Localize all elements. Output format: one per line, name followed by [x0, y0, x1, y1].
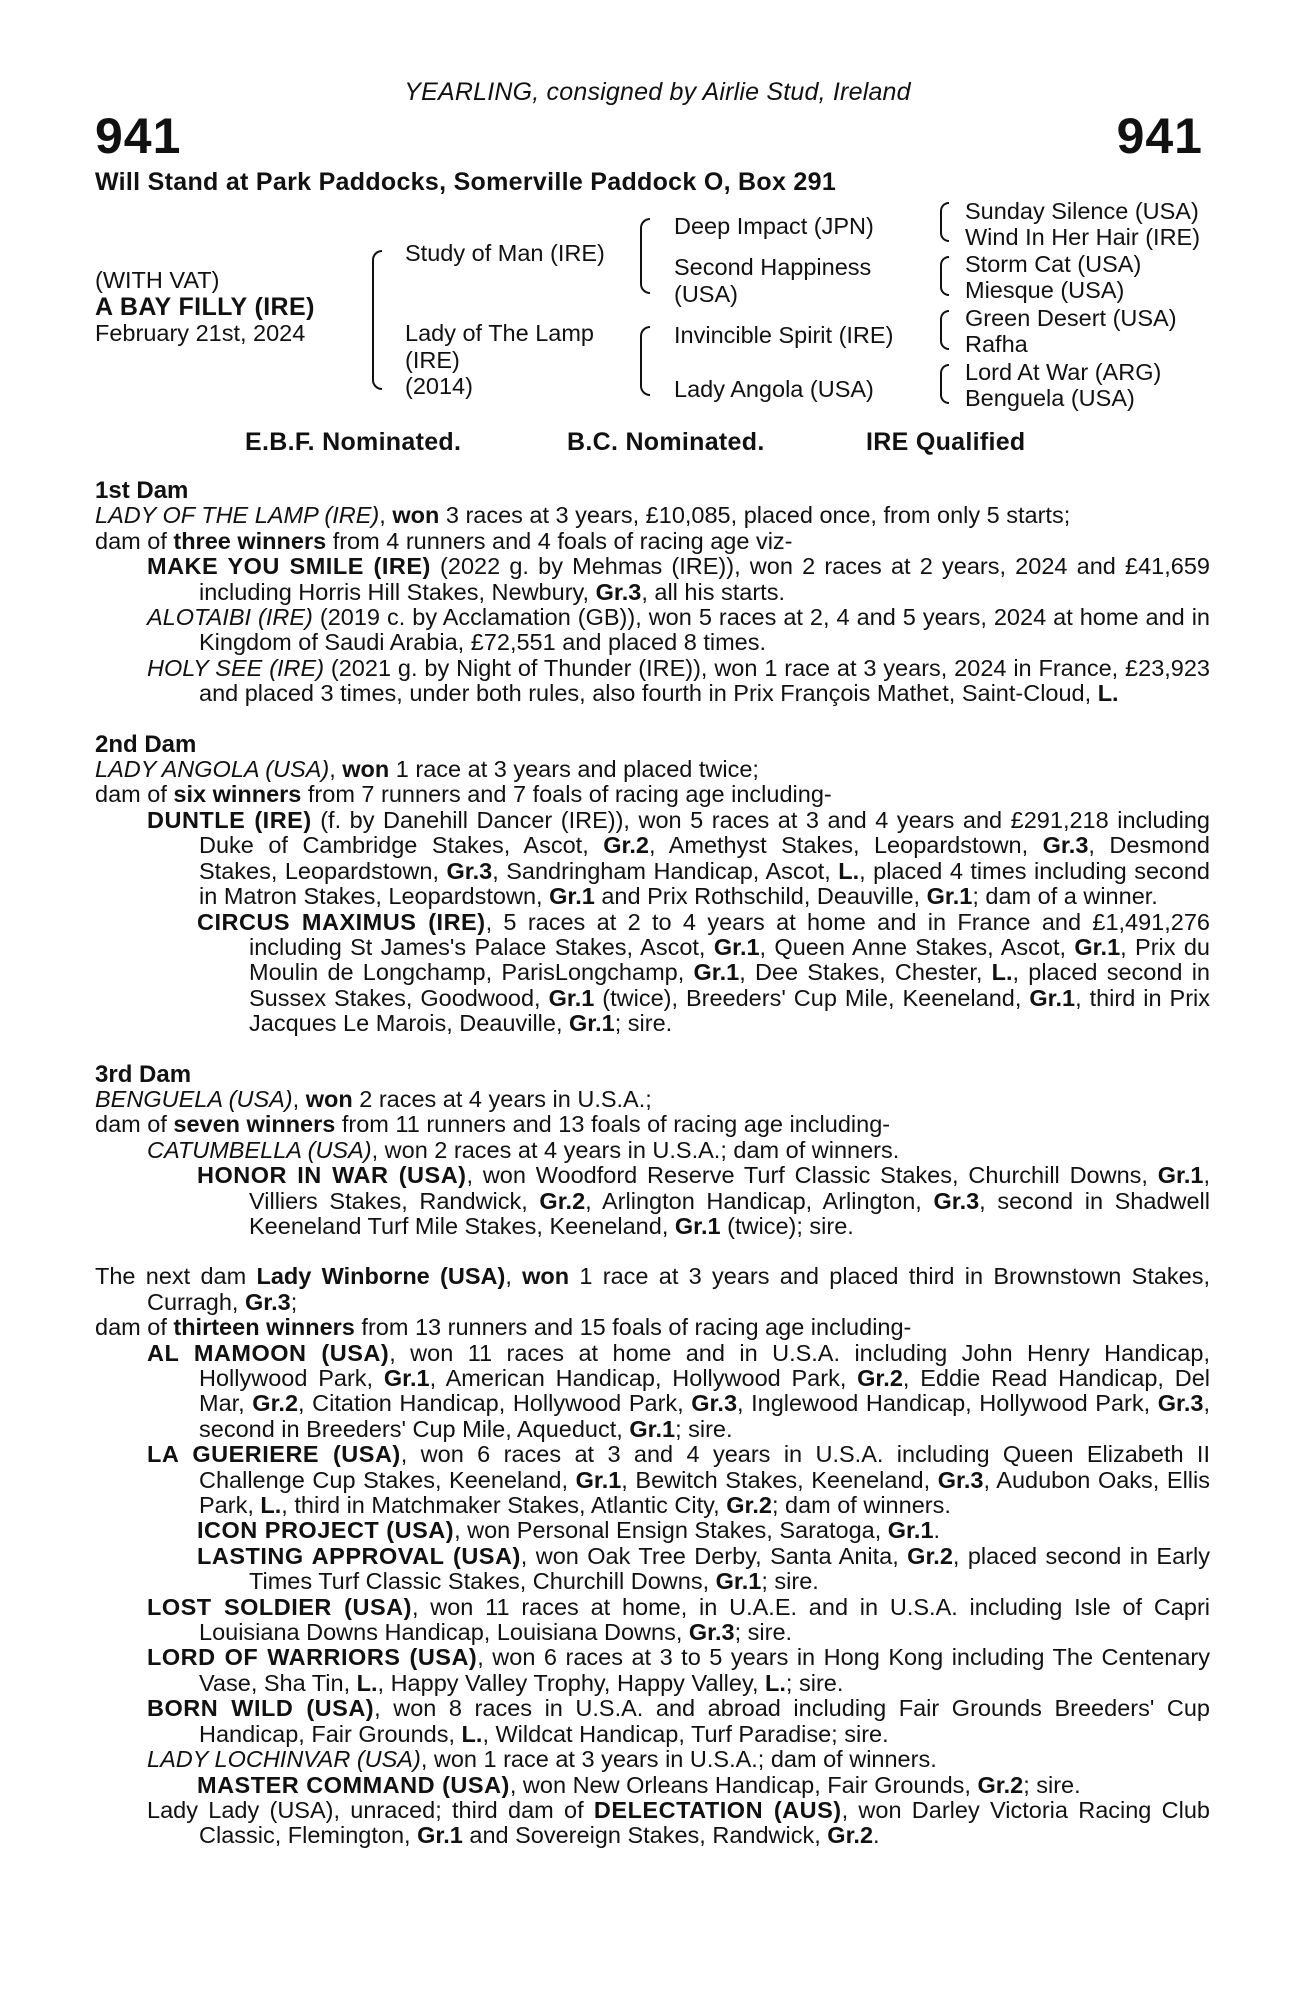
text-run: Gr.1	[548, 984, 595, 1011]
text-run: The next dam	[95, 1263, 257, 1290]
text-run: Gr.3	[1157, 1390, 1204, 1417]
text-run: (2022 g. by Mehmas (IRE)), won 2 races at 2 years, 2024 and £41,659 including Horris Hill Stakes, Newbury,	[199, 553, 1210, 605]
text-run: Gr.1	[887, 1517, 934, 1544]
text-run: , American Handicap, Hollywood Park,	[429, 1365, 858, 1391]
text-run: , Arlington Handicap, Arlington,	[585, 1187, 934, 1214]
text-run: 1 race at 3 years and placed third in Brownstown Stakes, Curragh,	[147, 1263, 1211, 1315]
catalogue-subtitle: YEARLING, consigned by Airlie Stud, Ireland	[404, 78, 911, 106]
text-run: ; sire.	[761, 1568, 819, 1595]
fourth-dam-section	[95, 1264, 1210, 1848]
text-run: ;	[290, 1288, 298, 1315]
pedigree-sds: Storm Cat (USA)	[965, 251, 1142, 277]
text-run: 1 race at 3 years and placed twice;	[389, 756, 759, 783]
produce-entry	[95, 910, 1210, 1037]
produce-entry	[95, 1518, 1210, 1543]
text-run: Gr.1	[575, 1466, 622, 1493]
text-run: 3 races at 3 years, £10,085, placed once, from only 5 starts;	[439, 502, 1071, 529]
ire-qualified: IRE Qualified	[866, 428, 1026, 456]
pedigree-dds: Lord At War (ARG)	[965, 359, 1162, 385]
text-run: dam of	[95, 1314, 174, 1341]
text-run: DUNTLE (IRE)	[147, 806, 312, 833]
first-dam-section	[95, 478, 1210, 707]
text-run: , Happy Valley Trophy, Happy Valley,	[377, 1669, 766, 1696]
produce-entry	[95, 1773, 1210, 1798]
text-run: , won Darley Victoria Racing Club Classic, Flemington,	[199, 1796, 1210, 1849]
text-run: L.	[765, 1669, 786, 1696]
text-run: Gr.3	[937, 1466, 984, 1493]
text-run: , Desmond Stakes, Leopardstown,	[199, 832, 1210, 884]
text-run: , won 1 race at 3 years in U.S.A.; dam of winners.	[420, 1746, 937, 1773]
text-run: (f. by Danehill Dancer (IRE)), won 5 races at 3 and 4 years and £291,218 including Duke of Cambridge Stakes, Ascot,	[199, 806, 1210, 859]
text-run: ; sire.	[785, 1669, 844, 1696]
text-run: Gr.2	[726, 1492, 772, 1519]
text-run: ,	[505, 1263, 523, 1290]
pedigree-dss: Green Desert (USA)	[965, 305, 1177, 331]
text-run: Gr.3	[688, 1619, 735, 1646]
text-run: from 7 runners and 7 foals of racing age including-	[301, 781, 832, 808]
text-run: thirteen winners	[173, 1314, 355, 1341]
text-run: Lady Winborne (USA)	[256, 1263, 506, 1290]
pedigree-brace	[640, 218, 650, 294]
text-run: dam of	[95, 1111, 174, 1138]
text-run: .	[873, 1822, 880, 1849]
text-run: Gr.1	[549, 883, 595, 910]
foaling-date: February 21st, 2024	[95, 320, 306, 346]
stand-location: Will Stand at Park Paddocks, Somerville Paddock O, Box 291	[95, 168, 837, 196]
text-run: Gr.1	[1157, 1162, 1204, 1189]
pedigree-ddd: Benguela (USA)	[965, 385, 1135, 411]
fourth-dam-record	[95, 1264, 1210, 1315]
text-run: (2014)	[405, 373, 473, 399]
text-run: LADY LOCHINVAR (USA)	[147, 1746, 421, 1773]
catalogue-body	[95, 478, 1210, 1849]
pedigree-ssd: Wind In Her Hair (IRE)	[965, 224, 1201, 250]
text-run: LADY ANGOLA (USA)	[95, 756, 330, 783]
text-run: , won Woodford Reserve Turf Classic Stakes, Churchill Downs,	[466, 1162, 1158, 1189]
bc-nominated: B.C. Nominated.	[567, 428, 765, 456]
text-run: Gr.1	[715, 1568, 762, 1595]
produce-entry	[95, 1798, 1210, 1849]
text-run: , Bewitch Stakes, Keeneland,	[621, 1466, 938, 1493]
text-run: LASTING APPROVAL (USA)	[197, 1542, 521, 1569]
text-run: ; sire.	[734, 1619, 793, 1646]
text-run: LA GUERIERE (USA)	[147, 1441, 401, 1468]
text-run: CIRCUS MAXIMUS (IRE)	[197, 908, 486, 935]
text-run: DELECTATION (AUS)	[593, 1796, 842, 1823]
text-run: Gr.2	[252, 1390, 299, 1417]
text-run: six winners	[173, 781, 302, 808]
text-run: , Audubon Oaks, Ellis Park,	[199, 1466, 1211, 1519]
text-run: , 5 races at 2 to 4 years at home and in France and £1,491,276 including St James's Palace Stakes, Ascot,	[249, 908, 1210, 960]
text-run: LOST SOLDIER (USA)	[147, 1593, 412, 1620]
text-run: , Sandringham Handicap, Ascot,	[492, 857, 839, 884]
second-dam-section	[95, 732, 1210, 1037]
text-run: Gr.1	[713, 933, 760, 960]
second-dam-record: LADY ANGOLA (USA), won 1 race at 3 years and placed twice;	[95, 756, 759, 783]
text-run: won	[305, 1085, 353, 1112]
pedigree-brace	[940, 256, 949, 296]
text-run: L.	[1097, 680, 1119, 707]
text-run: , Amethyst Stakes, Leopardstown,	[648, 832, 1043, 859]
produce-entry	[95, 1544, 1210, 1595]
text-run: Gr.2	[857, 1365, 903, 1391]
text-run: MAKE YOU SMILE (IRE)	[147, 553, 431, 580]
text-run: (2021 g. by Night of Thunder (IRE)), won 1 race at 3 years, 2024 in France, £23,923 and placed 3 times, under both rules, also fourth in Prix François Mathet, Saint-Cloud,	[199, 654, 1211, 707]
text-run: L.	[260, 1492, 282, 1519]
text-run: Gr.1	[417, 1822, 463, 1849]
text-run: Gr.3	[691, 1390, 738, 1417]
pedigree-brace	[940, 364, 949, 404]
fourth-dam-summary	[95, 1315, 1210, 1340]
text-run: LADY OF THE LAMP (IRE)	[95, 502, 380, 529]
text-run: ; sire.	[675, 1415, 733, 1442]
text-run: , Inglewood Handicap, Hollywood Park,	[737, 1390, 1158, 1417]
text-run: from 13 runners and 15 foals of racing age including-	[354, 1314, 912, 1341]
text-run: (IRE)	[405, 346, 460, 373]
text-run: ALOTAIBI (IRE)	[147, 604, 313, 631]
text-run: Gr.1	[693, 959, 740, 986]
text-run: AL MAMOON (USA)	[147, 1339, 390, 1366]
text-run: , third in Prix Jacques Le Marois, Deauville,	[249, 984, 1211, 1037]
text-run: HOLY SEE (IRE)	[147, 654, 325, 681]
text-run: , Citation Handicap, Hollywood Park,	[298, 1390, 692, 1417]
text-run: , placed 4 times including second in Matron Stakes, Leopardstown,	[199, 857, 1210, 910]
text-run: Gr.2	[539, 1187, 586, 1214]
text-run: Gr.1	[1029, 984, 1076, 1011]
text-run: CATUMBELLA (USA)	[147, 1136, 372, 1163]
text-run: , Prix du Moulin de Longchamp, ParisLongchamp,	[249, 933, 1210, 986]
text-run: Gr.3	[1042, 832, 1089, 859]
produce-entry	[95, 1595, 1210, 1646]
text-run: , all his starts.	[641, 578, 785, 605]
text-run: and Sovereign Stakes, Randwick,	[462, 1822, 828, 1849]
third-dam-section	[95, 1062, 1210, 1240]
text-run: ; dam of winners.	[771, 1492, 951, 1519]
text-run: L.	[838, 857, 860, 884]
produce-entry	[95, 808, 1210, 910]
produce-entry	[95, 1163, 1210, 1239]
text-run: Gr.3	[595, 578, 642, 605]
text-run: , Dee Stakes, Chester,	[739, 959, 992, 986]
vat-note: (WITH VAT)	[95, 267, 220, 293]
text-run: , Villiers Stakes, Randwick,	[249, 1162, 1211, 1214]
text-run: won	[522, 1263, 570, 1290]
pedigree-brace	[372, 250, 382, 390]
text-run: .	[933, 1517, 941, 1544]
text-run: ICON PROJECT (USA)	[197, 1517, 455, 1544]
text-run: , won 11 races at home and in U.S.A. including John Henry Handicap, Hollywood Park,	[199, 1339, 1210, 1391]
text-run: and Prix Rothschild, Deauville,	[594, 883, 927, 910]
produce-entry	[95, 1138, 1210, 1163]
pedigree-sire-dam	[674, 254, 871, 307]
pedigree-dam-sire: Invincible Spirit (IRE)	[674, 322, 894, 348]
text-run: won	[392, 502, 440, 529]
text-run: HONOR IN WAR (USA)	[197, 1162, 467, 1189]
text-run: , won New Orleans Handicap, Fair Grounds,	[509, 1771, 978, 1798]
text-run: , third in Matchmaker Stakes, Atlantic City,	[281, 1492, 727, 1519]
lot-name: A BAY FILLY (IRE)	[95, 293, 315, 321]
pedigree-brace	[640, 326, 650, 396]
text-run: Gr.2	[907, 1542, 953, 1569]
second-dam-summary	[95, 782, 1210, 807]
text-run: Gr.2	[977, 1771, 1024, 1798]
text-run: Lady Lady (USA), unraced; third dam of	[147, 1796, 594, 1823]
pedigree-brace	[940, 310, 949, 350]
third-dam-heading: 3rd Dam	[95, 1060, 192, 1088]
text-run: Gr.1	[926, 883, 973, 910]
text-run: Gr.3	[933, 1187, 980, 1214]
text-run: L.	[356, 1669, 378, 1696]
text-run: L.	[991, 959, 1013, 986]
text-run: dam of	[95, 781, 174, 808]
text-run: (2019 c. by Acclamation (GB)), won 5 races at 2, 4 and 5 years, 2024 at home and in Kingdom of Saudi Arabia, £72,551 and placed 8 times.	[199, 604, 1210, 656]
pedigree-dam-dam: Lady Angola (USA)	[674, 376, 874, 402]
first-dam-summary	[95, 529, 1210, 554]
text-run: ; dam of a winner.	[972, 883, 1158, 910]
text-run: Gr.2	[603, 832, 649, 859]
text-run: Second Happiness	[674, 254, 872, 280]
pedigree-sire: Study of Man (IRE)	[405, 240, 605, 266]
text-run: , won 2 races at 4 years in U.S.A.; dam of winners.	[371, 1136, 900, 1163]
first-dam-heading: 1st Dam	[95, 477, 189, 504]
text-run: , second in Breeders' Cup Mile, Aqueduct,	[199, 1390, 1210, 1442]
text-run: ; sire.	[1023, 1771, 1081, 1798]
second-dam-heading: 2nd Dam	[95, 730, 197, 758]
text-run: dam of	[95, 527, 174, 554]
text-run: from 4 runners and 4 foals of racing age viz-	[326, 527, 793, 554]
text-run: from 11 runners and 13 foals of racing age including-	[335, 1111, 891, 1138]
text-run: Gr.1	[383, 1365, 430, 1391]
produce-entry	[95, 1645, 1210, 1696]
text-run: , won 6 races at 3 to 5 years in Hong Kong including The Centenary Vase, Sha Tin,	[199, 1644, 1210, 1696]
third-dam-record: BENGUELA (USA), won 2 races at 4 years in U.S.A.;	[95, 1085, 652, 1112]
text-run: , second in Shadwell Keeneland Turf Mile Stakes, Keeneland,	[249, 1187, 1210, 1239]
text-run: Gr.1	[1074, 933, 1121, 960]
pedigree-dam	[405, 320, 594, 400]
text-run: BORN WILD (USA)	[147, 1695, 375, 1722]
pedigree-sss: Sunday Silence (USA)	[965, 198, 1199, 224]
text-run: L.	[461, 1720, 483, 1747]
text-run: Gr.1	[569, 1010, 615, 1037]
text-run: Gr.3	[446, 857, 493, 884]
text-run: , placed second in Early Times Turf Classic Stakes, Churchill Downs,	[249, 1542, 1210, 1595]
text-run: , Queen Anne Stakes, Ascot,	[759, 933, 1075, 960]
text-run: BENGUELA (USA)	[95, 1085, 293, 1112]
text-run: (USA)	[674, 280, 738, 307]
pedigree-dsd: Rafha	[965, 331, 1028, 357]
ebf-nominated: E.B.F. Nominated.	[245, 428, 462, 456]
text-run: ; sire.	[614, 1010, 673, 1037]
text-run: seven winners	[173, 1111, 336, 1138]
text-run: , won 6 races at 3 and 4 years in U.S.A. including Queen Elizabeth II Challenge Cup Stakes, Keeneland,	[199, 1441, 1210, 1493]
text-run: Lady of The Lamp	[405, 320, 594, 346]
text-run: Gr.1	[629, 1415, 676, 1442]
text-run: , won Oak Tree Derby, Santa Anita,	[520, 1542, 908, 1569]
produce-entry	[95, 1696, 1210, 1747]
text-run: , won 8 races in U.S.A. and abroad including Fair Grounds Breeders' Cup Handicap, Fair Grounds,	[199, 1695, 1210, 1747]
produce-entry	[95, 1341, 1210, 1443]
text-run: , Eddie Read Handicap, Del Mar,	[199, 1365, 1210, 1417]
produce-entry	[95, 656, 1210, 707]
third-dam-summary	[95, 1112, 1210, 1137]
text-run: (twice); sire.	[720, 1212, 854, 1239]
produce-entry	[95, 1747, 1210, 1772]
text-run: MASTER COMMAND (USA)	[197, 1771, 510, 1798]
first-dam-record: LADY OF THE LAMP (IRE), won 3 races at 3 years, £10,085, placed once, from only 5 starts;	[95, 502, 1071, 529]
text-run: three winners	[173, 527, 327, 554]
pedigree-brace	[940, 202, 949, 242]
pedigree-sdd: Miesque (USA)	[965, 277, 1125, 303]
produce-entry	[95, 605, 1210, 656]
pedigree-sire-sire: Deep Impact (JPN)	[674, 213, 874, 239]
text-run: , won 11 races at home, in U.A.E. and in U.S.A. including Isle of Capri Louisiana Downs Handicap, Louisiana Downs,	[199, 1593, 1210, 1646]
produce-entry	[95, 1442, 1210, 1518]
text-run: , won Personal Ensign Stakes, Saratoga,	[454, 1517, 888, 1544]
text-run: , Wildcat Handicap, Turf Paradise; sire.	[482, 1720, 889, 1747]
lot-number-left: 941	[95, 108, 182, 164]
text-run: Gr.2	[827, 1822, 874, 1849]
text-run: (twice), Breeders' Cup Mile, Keeneland,	[594, 984, 1030, 1011]
produce-entry	[95, 554, 1210, 605]
text-run: Gr.3	[244, 1288, 291, 1315]
text-run: LORD OF WARRIORS (USA)	[147, 1644, 478, 1671]
lot-number-right: 941	[1116, 108, 1203, 164]
text-run: won	[342, 756, 390, 783]
text-run: 2 races at 4 years in U.S.A.;	[352, 1085, 652, 1112]
text-run: , placed second in Sussex Stakes, Goodwood,	[249, 959, 1210, 1011]
text-run: Gr.1	[674, 1212, 721, 1239]
